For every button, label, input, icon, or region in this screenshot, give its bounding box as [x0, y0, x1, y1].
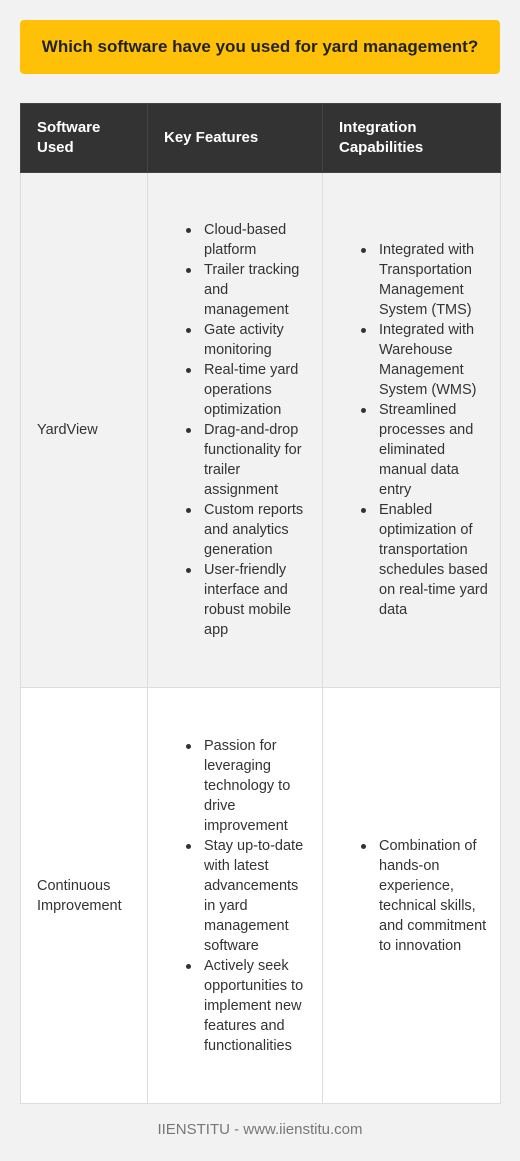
column-header-software: Software Used — [21, 104, 148, 173]
list-item: Streamlined processes and eliminated manual data entry — [379, 400, 488, 500]
features-list — [148, 220, 310, 640]
list-item: Actively seek opportunities to implement new features and functionalities — [204, 956, 310, 1056]
features-cell — [148, 173, 323, 688]
list-item: Trailer tracking and management — [204, 260, 310, 320]
list-item: Enabled optimization of transportation schedules based on real-time yard data — [379, 502, 488, 618]
list-item: Passion for leveraging technology to drive improvement — [204, 736, 310, 836]
integrations-list — [323, 240, 488, 620]
software-name-cell: Continuous Improvement — [21, 688, 148, 1104]
software-table — [20, 103, 501, 1104]
footer-credit: IIENSTITU - www.iienstitu.com — [157, 1121, 363, 1138]
table-row — [21, 688, 501, 1104]
list-item: Drag-and-drop functionality for trailer assignment — [204, 420, 310, 500]
list-item: Gate activity monitoring — [204, 320, 310, 360]
table-row — [21, 173, 501, 688]
list-item: Integrated with Transportation Management System (TMS) — [379, 240, 488, 320]
features-cell — [148, 688, 323, 1104]
list-item: Cloud-based platform — [204, 220, 310, 260]
integrations-list — [323, 836, 488, 956]
list-item: Stay up-to-date with latest advancements in yard management software — [204, 836, 310, 956]
software-name-cell: YardView — [21, 173, 148, 688]
features-list — [148, 736, 310, 1056]
integrations-cell — [323, 173, 501, 688]
list-item: Combination of hands-on experience, technical skills, and commitment to innovation — [379, 837, 487, 954]
question-title: Which software have you used for yard management? — [41, 37, 479, 56]
integrations-cell — [323, 688, 501, 1104]
list-item: Real-time yard operations optimization — [204, 360, 310, 420]
question-banner — [20, 20, 500, 74]
column-header-integration: Integration Capabilities — [323, 104, 501, 173]
list-item: Custom reports and analytics generation — [204, 500, 310, 560]
list-item: User-friendly interface and robust mobile app — [204, 560, 310, 640]
list-item: Integrated with Warehouse Management System (WMS) — [379, 320, 488, 400]
column-header-features: Key Features — [148, 104, 323, 173]
table-header-row — [21, 104, 501, 173]
